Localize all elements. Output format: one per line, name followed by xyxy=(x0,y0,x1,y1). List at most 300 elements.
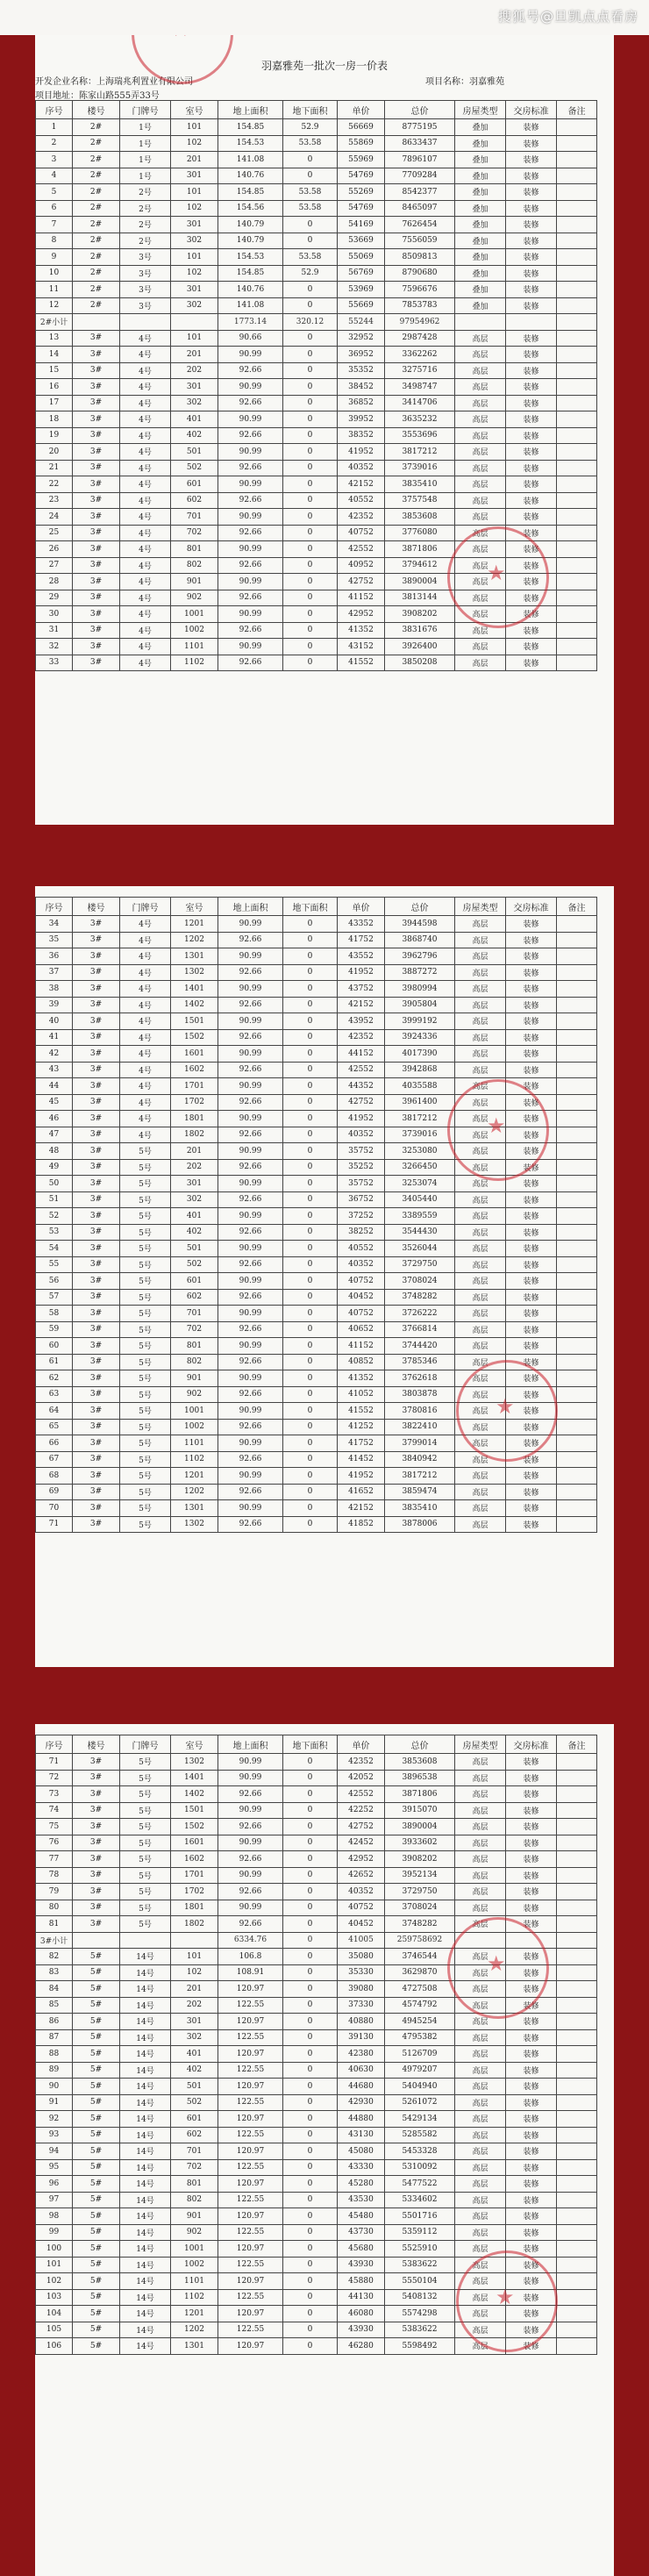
table-cell: 3# xyxy=(73,525,120,541)
table-cell: 0 xyxy=(283,1786,338,1803)
table-cell: 4号 xyxy=(120,395,171,411)
table-cell: 3850208 xyxy=(385,655,455,671)
table-cell: 0 xyxy=(283,362,338,379)
table-cell: 5号 xyxy=(120,1143,171,1160)
table-cell: 43 xyxy=(36,1062,73,1078)
column-header: 地下面积 xyxy=(283,1735,338,1754)
table-cell: 53.58 xyxy=(283,200,338,217)
table-cell: 7 xyxy=(36,217,73,233)
table-cell: 402 xyxy=(171,2062,218,2079)
table-cell: 高层 xyxy=(455,2111,506,2128)
table-cell: 100 xyxy=(36,2241,73,2258)
column-header: 地上面积 xyxy=(218,1735,283,1754)
table-cell: 55669 xyxy=(338,297,385,314)
table-cell: 0 xyxy=(283,1468,338,1485)
table-cell: 37252 xyxy=(338,1208,385,1225)
table-cell xyxy=(557,1111,597,1127)
table-cell: 高层 xyxy=(455,1916,506,1933)
table-cell: 5号 xyxy=(120,1241,171,1257)
table-cell: 2# xyxy=(73,152,120,168)
table-cell: 40630 xyxy=(338,2062,385,2079)
table-cell: 高层 xyxy=(455,557,506,574)
table-cell xyxy=(557,1451,597,1468)
table-cell: 21 xyxy=(36,460,73,476)
table-cell: 101 xyxy=(171,119,218,136)
table-cell: 装修 xyxy=(506,1321,557,1338)
table-cell xyxy=(557,249,597,266)
table-cell: 高层 xyxy=(455,1851,506,1868)
table-cell: 0 xyxy=(283,1835,338,1851)
table-cell: 86 xyxy=(36,2014,73,2030)
table-row xyxy=(36,1516,597,1533)
table-row xyxy=(36,1484,597,1500)
table-cell xyxy=(557,217,597,233)
table-cell: 9 xyxy=(36,249,73,266)
table-cell: 0 xyxy=(283,1754,338,1771)
table-cell xyxy=(557,1013,597,1030)
table-cell: 0 xyxy=(283,1900,338,1916)
table-cell: 0 xyxy=(283,2224,338,2241)
table-cell: 装修 xyxy=(506,1981,557,1998)
table-cell: 叠加 xyxy=(455,217,506,233)
table-cell xyxy=(557,2208,597,2225)
table-cell: 4号 xyxy=(120,981,171,998)
table-cell: 93 xyxy=(36,2127,73,2143)
table-cell: 0 xyxy=(283,1289,338,1306)
table-cell: 5# xyxy=(73,2322,120,2338)
table-cell: 601 xyxy=(171,476,218,493)
table-cell: 高层 xyxy=(455,492,506,509)
table-cell: 5# xyxy=(73,1964,120,1981)
column-header: 室号 xyxy=(171,898,218,916)
table-cell: 高层 xyxy=(455,1013,506,1030)
table-cell: 1号 xyxy=(120,135,171,152)
table-row xyxy=(36,395,597,411)
table-cell: 701 xyxy=(171,509,218,526)
table-cell: 0 xyxy=(283,1370,338,1387)
column-header: 楼号 xyxy=(73,1735,120,1754)
table-cell: 2号 xyxy=(120,184,171,201)
table-cell: 302 xyxy=(171,395,218,411)
column-header: 地下面积 xyxy=(283,898,338,916)
table-cell: 装修 xyxy=(506,1143,557,1160)
table-cell xyxy=(557,2306,597,2322)
table-cell: 2号 xyxy=(120,233,171,249)
table-cell: 0 xyxy=(283,2208,338,2225)
table-cell: 1201 xyxy=(171,916,218,933)
table-cell: 14号 xyxy=(120,2111,171,2128)
table-cell: 3726222 xyxy=(385,1306,455,1322)
table-cell: 501 xyxy=(171,2079,218,2095)
table-cell: 叠加 xyxy=(455,265,506,282)
table-cell: 41152 xyxy=(338,590,385,606)
table-cell: 120.97 xyxy=(218,2241,283,2258)
table-cell: 42152 xyxy=(338,476,385,493)
table-cell: 3762618 xyxy=(385,1370,455,1387)
table-row xyxy=(36,168,597,184)
table-cell: 702 xyxy=(171,1321,218,1338)
table-cell: 92.66 xyxy=(218,427,283,444)
table-cell: 高层 xyxy=(455,1484,506,1500)
table-cell: 8542377 xyxy=(385,184,455,201)
table-cell xyxy=(120,314,171,331)
table-cell: 7709284 xyxy=(385,168,455,184)
table-cell: 43552 xyxy=(338,948,385,965)
table-cell: 装修 xyxy=(506,1111,557,1127)
table-cell: 0 xyxy=(283,1997,338,2014)
table-cell: 3# xyxy=(73,1354,120,1370)
table-cell: 3952134 xyxy=(385,1867,455,1884)
table-cell: 5# xyxy=(73,2338,120,2355)
table-cell: 装修 xyxy=(506,1386,557,1403)
table-cell: 0 xyxy=(283,2159,338,2176)
table-cell: 3# xyxy=(73,1835,120,1851)
table-header-row xyxy=(36,1735,597,1754)
table-cell: 43330 xyxy=(338,2159,385,2176)
table-cell: 装修 xyxy=(506,1997,557,2014)
table-cell: 高层 xyxy=(455,1964,506,1981)
table-cell: 50 xyxy=(36,1176,73,1192)
table-cell: 3# xyxy=(73,1094,120,1111)
table-cell: 14号 xyxy=(120,2029,171,2046)
table-cell: 3# xyxy=(73,997,120,1013)
table-cell: 902 xyxy=(171,2224,218,2241)
table-cell: 装修 xyxy=(506,119,557,136)
table-cell: 42352 xyxy=(338,1029,385,1046)
table-cell: 122.55 xyxy=(218,2322,283,2338)
column-header: 楼号 xyxy=(73,101,120,119)
table-cell: 高层 xyxy=(455,1997,506,2014)
table-cell: 2号 xyxy=(120,217,171,233)
table-cell: 3# xyxy=(73,1500,120,1517)
table-cell: 66 xyxy=(36,1435,73,1452)
table-cell: 5477522 xyxy=(385,2176,455,2193)
table-cell: 4号 xyxy=(120,590,171,606)
table-cell xyxy=(557,492,597,509)
table-cell: 40752 xyxy=(338,525,385,541)
table-cell: 装修 xyxy=(506,1062,557,1078)
table-cell: 65 xyxy=(36,1419,73,1435)
table-cell: 5号 xyxy=(120,1354,171,1370)
table-cell: 122.55 xyxy=(218,2094,283,2111)
table-cell: 90.99 xyxy=(218,606,283,623)
table-row xyxy=(36,2094,597,2111)
table-header-row xyxy=(36,898,597,916)
table-cell xyxy=(557,347,597,363)
table-cell: 90.99 xyxy=(218,1241,283,1257)
table-cell: 102 xyxy=(171,200,218,217)
table-cell: 装修 xyxy=(506,1354,557,1370)
table-cell: 高层 xyxy=(455,1111,506,1127)
table-cell: 31 xyxy=(36,622,73,639)
table-cell: 高层 xyxy=(455,1884,506,1900)
table-cell: 79 xyxy=(36,1884,73,1900)
table-cell: 101 xyxy=(171,184,218,201)
table-cell: 1号 xyxy=(120,152,171,168)
table-cell xyxy=(557,1500,597,1517)
table-cell: 2# xyxy=(73,297,120,314)
table-cell: 3# xyxy=(73,395,120,411)
table-cell: 64 xyxy=(36,1403,73,1420)
table-cell: 5号 xyxy=(120,1900,171,1916)
table-cell: 0 xyxy=(283,1419,338,1435)
table-cell: 3# xyxy=(73,981,120,998)
table-cell: 0 xyxy=(283,1338,338,1355)
table-cell: 94 xyxy=(36,2143,73,2160)
table-cell: 42952 xyxy=(338,606,385,623)
table-cell: 装修 xyxy=(506,1127,557,1143)
table-cell: 301 xyxy=(171,379,218,396)
table-cell: 14号 xyxy=(120,2192,171,2208)
table-cell: 2# xyxy=(73,200,120,217)
table-cell: 38 xyxy=(36,981,73,998)
table-cell: 5# xyxy=(73,1981,120,1998)
table-cell xyxy=(557,1306,597,1322)
column-header: 房屋类型 xyxy=(455,1735,506,1754)
table-cell: 2 xyxy=(36,135,73,152)
table-cell: 装修 xyxy=(506,1819,557,1835)
table-cell: 5号 xyxy=(120,1386,171,1403)
table-cell: 120.97 xyxy=(218,1981,283,1998)
table-cell: 3# xyxy=(73,1289,120,1306)
table-cell: 装修 xyxy=(506,379,557,396)
table-row xyxy=(36,1306,597,1322)
table-cell: 3# xyxy=(73,1078,120,1095)
watermark: 搜狐号@旦凯点点看房 xyxy=(497,9,638,25)
table-row xyxy=(36,297,597,314)
table-cell xyxy=(557,1819,597,1835)
table-cell: 3# xyxy=(73,330,120,347)
table-cell: 1 xyxy=(36,119,73,136)
table-cell: 17 xyxy=(36,395,73,411)
table-cell: 41952 xyxy=(338,444,385,461)
table-cell xyxy=(557,1256,597,1273)
table-cell: 3# xyxy=(73,1224,120,1241)
table-cell: 3817212 xyxy=(385,1111,455,1127)
table-cell: 装修 xyxy=(506,1802,557,1819)
table-cell: 62 xyxy=(36,1370,73,1387)
table-cell: 1201 xyxy=(171,1468,218,1485)
table-cell: 8633437 xyxy=(385,135,455,152)
table-cell: 901 xyxy=(171,2208,218,2225)
table-cell: 装修 xyxy=(506,557,557,574)
table-cell: 1201 xyxy=(171,2306,218,2322)
table-cell: 高层 xyxy=(455,606,506,623)
table-cell: 0 xyxy=(283,379,338,396)
table-row xyxy=(36,2208,597,2225)
table-cell: 90.99 xyxy=(218,347,283,363)
table-row xyxy=(36,152,597,168)
table-cell: 40752 xyxy=(338,1306,385,1322)
table-cell xyxy=(557,1046,597,1063)
table-row xyxy=(36,1321,597,1338)
table-cell: 装修 xyxy=(506,1338,557,1355)
table-cell: 装修 xyxy=(506,1770,557,1786)
table-cell: 35 xyxy=(36,932,73,948)
table-cell: 90.99 xyxy=(218,1338,283,1355)
table-cell: 5号 xyxy=(120,1289,171,1306)
table-cell: 1202 xyxy=(171,2322,218,2338)
table-cell: 装修 xyxy=(506,1964,557,1981)
table-cell: 22 xyxy=(36,476,73,493)
table-cell: 3# xyxy=(73,1176,120,1192)
table-cell: 75 xyxy=(36,1819,73,1835)
table-cell: 56769 xyxy=(338,265,385,282)
table-cell: 71 xyxy=(36,1754,73,1771)
table-cell: 72 xyxy=(36,1770,73,1786)
table-cell: 5550104 xyxy=(385,2273,455,2290)
table-cell: 56669 xyxy=(338,119,385,136)
table-cell: 2# xyxy=(73,265,120,282)
table-cell: 装修 xyxy=(506,1046,557,1063)
table-cell: 4945254 xyxy=(385,2014,455,2030)
table-cell: 101 xyxy=(171,249,218,266)
table-cell: 3908202 xyxy=(385,606,455,623)
table-row xyxy=(36,916,597,933)
table-cell: 3853608 xyxy=(385,1754,455,1771)
table-cell: 1501 xyxy=(171,1013,218,1030)
table-row xyxy=(36,639,597,655)
table-cell: 91 xyxy=(36,2094,73,2111)
table-cell: 装修 xyxy=(506,981,557,998)
table-cell: 高层 xyxy=(455,2257,506,2273)
project-info xyxy=(425,74,504,87)
document-page-2 xyxy=(35,886,614,1667)
table-cell: 3# xyxy=(73,1111,120,1127)
table-cell: 5号 xyxy=(120,1916,171,1933)
table-cell: 叠加 xyxy=(455,282,506,298)
table-cell: 108.91 xyxy=(218,1964,283,1981)
table-cell: 4035588 xyxy=(385,1078,455,1095)
table-cell: 92.66 xyxy=(218,1321,283,1338)
table-cell: 82 xyxy=(36,1949,73,1965)
seal-stamp xyxy=(447,1079,549,1181)
table-cell: 1101 xyxy=(171,639,218,655)
table-cell: 83 xyxy=(36,1964,73,1981)
table-cell: 高层 xyxy=(455,622,506,639)
table-cell: 122.55 xyxy=(218,2224,283,2241)
table-cell: 高层 xyxy=(455,525,506,541)
table-cell: 52.9 xyxy=(283,265,338,282)
table-cell: 1401 xyxy=(171,1770,218,1786)
table-cell: 装修 xyxy=(506,1884,557,1900)
table-cell: 2# xyxy=(73,217,120,233)
table-cell: 5# xyxy=(73,2046,120,2063)
table-cell: 3# xyxy=(73,590,120,606)
table-cell: 3859474 xyxy=(385,1484,455,1500)
table-cell: 3# xyxy=(73,509,120,526)
table-cell xyxy=(557,1484,597,1500)
table-cell: 40652 xyxy=(338,1321,385,1338)
column-header: 门牌号 xyxy=(120,101,171,119)
table-cell: 装修 xyxy=(506,2241,557,2258)
table-cell xyxy=(557,2029,597,2046)
table-cell: 3# xyxy=(73,916,120,933)
table-cell: 装修 xyxy=(506,135,557,152)
table-cell: 4号 xyxy=(120,964,171,981)
table-cell: 装修 xyxy=(506,2208,557,2225)
table-cell: 高层 xyxy=(455,1867,506,1884)
table-cell: 3878006 xyxy=(385,1516,455,1533)
table-cell: 0 xyxy=(283,492,338,509)
table-cell: 装修 xyxy=(506,233,557,249)
table-cell: 56 xyxy=(36,1273,73,1290)
table-cell: 320.12 xyxy=(283,314,338,331)
table-cell: 5号 xyxy=(120,1835,171,1851)
table-cell: 3# xyxy=(73,1338,120,1355)
table-cell: 装修 xyxy=(506,1786,557,1803)
table-cell: 25 xyxy=(36,525,73,541)
table-cell: 42352 xyxy=(338,509,385,526)
table-cell: 0 xyxy=(283,1208,338,1225)
table-cell: 154.85 xyxy=(218,184,283,201)
table-cell: 2# xyxy=(73,119,120,136)
table-cell: 3# xyxy=(73,362,120,379)
table-cell: 92.66 xyxy=(218,1224,283,1241)
table-cell: 40752 xyxy=(338,1900,385,1916)
table-cell: 0 xyxy=(283,964,338,981)
table-cell xyxy=(557,1403,597,1420)
table-cell: 35330 xyxy=(338,1964,385,1981)
column-header: 房屋类型 xyxy=(455,898,506,916)
table-cell: 3253080 xyxy=(385,1143,455,1160)
table-cell: 1101 xyxy=(171,2273,218,2290)
table-cell: 装修 xyxy=(506,525,557,541)
table-cell: 3933602 xyxy=(385,1835,455,1851)
table-cell: 71 xyxy=(36,1516,73,1533)
table-cell: 0 xyxy=(283,444,338,461)
table-cell: 高层 xyxy=(455,1321,506,1338)
column-header: 楼号 xyxy=(73,898,120,916)
project-name: 羽嘉雅苑 xyxy=(469,77,504,87)
table-row xyxy=(36,492,597,509)
table-cell: 高层 xyxy=(455,2322,506,2338)
table-cell: 92.66 xyxy=(218,460,283,476)
table-cell: 3924336 xyxy=(385,1029,455,1046)
table-row xyxy=(36,2159,597,2176)
table-cell xyxy=(557,427,597,444)
table-cell: 90.66 xyxy=(218,330,283,347)
table-cell: 51 xyxy=(36,1191,73,1208)
table-cell: 602 xyxy=(171,1289,218,1306)
table-cell: 1801 xyxy=(171,1900,218,1916)
table-cell: 14号 xyxy=(120,1964,171,1981)
table-cell: 装修 xyxy=(506,1370,557,1387)
table-cell: 12 xyxy=(36,297,73,314)
table-cell: 42152 xyxy=(338,997,385,1013)
table-cell: 高层 xyxy=(455,2029,506,2046)
table-cell: 高层 xyxy=(455,639,506,655)
table-cell: 402 xyxy=(171,427,218,444)
column-header: 序号 xyxy=(36,101,73,119)
table-row xyxy=(36,1867,597,1884)
table-cell: 0 xyxy=(283,282,338,298)
table-cell xyxy=(557,444,597,461)
table-cell: 54 xyxy=(36,1241,73,1257)
table-cell: 42052 xyxy=(338,1770,385,1786)
table-cell: 3# xyxy=(73,1468,120,1485)
table-cell: 3266450 xyxy=(385,1159,455,1176)
table-cell: 6 xyxy=(36,200,73,217)
table-cell: 0 xyxy=(283,622,338,639)
table-cell: 高层 xyxy=(455,444,506,461)
table-cell: 35752 xyxy=(338,1143,385,1160)
table-cell: 36 xyxy=(36,948,73,965)
table-cell: 1802 xyxy=(171,1916,218,1933)
table-cell: 3# xyxy=(73,1191,120,1208)
table-cell: 26 xyxy=(36,541,73,558)
table-cell: 301 xyxy=(171,217,218,233)
